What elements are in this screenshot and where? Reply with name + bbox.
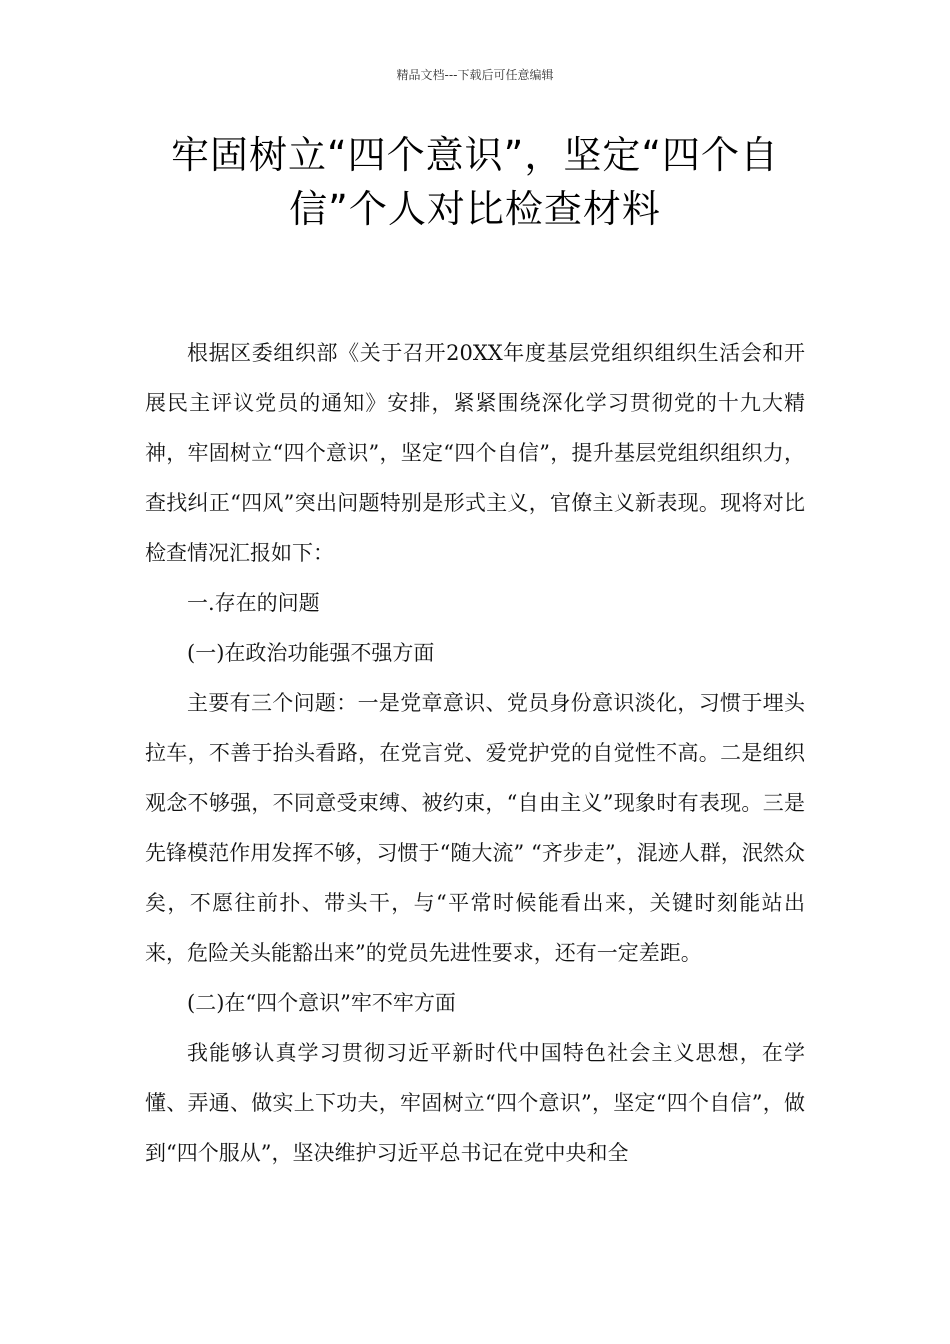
subsection-heading-political-function: (一)在政治功能强不强方面 (187, 641, 435, 665)
section-heading-problems: 一.存在的问题 (187, 591, 320, 615)
subsection-heading-four-consciousness: (二)在“四个意识”牢不牢方面 (187, 991, 456, 1015)
paragraph-intro: 根据区委组织部《关于召开20XX年度基层党组织组织生活会和开展民主评议党员的通知》安排，紧紧围绕深化学习贯彻党的十九大精神，牢固树立“四个意识”，坚定“四个自信”，提升基层党组织组织力，查找纠正“四风”突出问题特别是形式主义，官僚主义新表现。现将对比检查情况汇报如下： (145, 341, 805, 565)
document-title: 牢固树立“四个意识”，坚定“四个自信”个人对比检查材料 (170, 133, 780, 231)
document-body (145, 328, 805, 1178)
paragraph-three-problems: 主要有三个问题：一是党章意识、党员身份意识淡化，习惯于埋头拉车，不善于抬头看路，在党言党、爱党护党的自觉性不高。二是组织观念不够强，不同意受束缚、被约束，“自由主义”现象时有表现。三是先锋模范作用发挥不够，习惯于“随大流” “齐步走”，混迹人群，泯然众矣，不愿往前扑、带头干，与“平常时候能看出来，关键时刻能站出来，危险关头能豁出来”的党员先进性要求，还有一定差距。 (145, 691, 805, 965)
paragraph-study-practice: 我能够认真学习贯彻习近平新时代中国特色社会主义思想，在学懂、弄通、做实上下功夫，牢固树立“四个意识”，坚定“四个自信”，做到“四个服从”，坚决维护习近平总书记在党中央和全 (145, 1041, 805, 1165)
page-header-note: 精品文档---下载后可任意编辑 (396, 68, 554, 82)
